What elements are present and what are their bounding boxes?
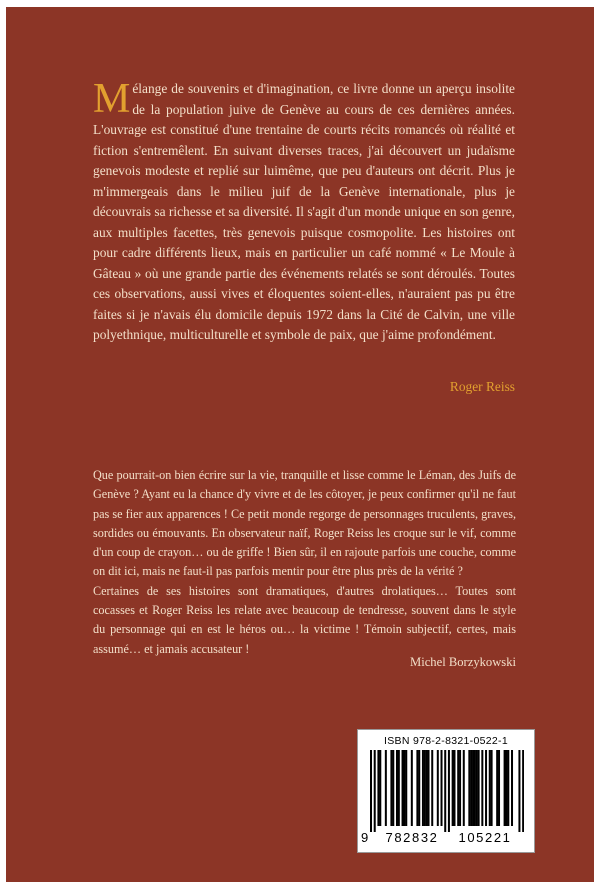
author-blurb [93,76,515,346]
barcode-bar [422,750,424,826]
barcode-bar [507,750,509,826]
barcode-bar [426,750,428,826]
barcode-bar [518,750,520,832]
barcode-bar [498,750,500,826]
barcode-bar [437,750,439,826]
barcode-bar [416,750,418,826]
foreword-signature: Michel Borzykowski [410,655,516,669]
barcode-bar [398,750,400,826]
barcode-bar [403,750,405,826]
barcode-bar [470,750,472,826]
drop-cap: M [93,76,131,122]
foreword-paragraph-1: Que pourrait-on bien écrire sur la vie, tranquille et lisse comme le Léman, des Juifs de Genève ? Ayant eu la chance d'y vivre et de les côtoyer, je peux confirmer qu'il ne faut pas se fier aux apparences ! Ce petit monde regorge de personnages truculents, graves, sordides ou émouvants. En observateur naïf, Roger Reiss les croque sur le vif, comme d'un coup de crayon… ou de griffe ! Bien sûr, il en rajoute parfois une couche, comme on dit ici, mais ne faut-il pas parfois mentir pour être plus près de la vérité ? [93,468,516,579]
barcode-digits-right: 105221 [458,830,512,845]
barcode-bar [370,750,372,832]
barcode-bar [463,750,465,826]
barcode-digit-first: 9 [361,830,369,845]
barcode-bar [379,750,381,826]
foreword-blurb [93,466,516,659]
barcode-bar [485,750,487,826]
barcode-bar [402,750,404,826]
barcode-bar [428,750,430,826]
barcode-bar [392,750,394,826]
back-cover [6,7,594,882]
barcode-bar [459,750,461,826]
barcode-bar [448,750,450,832]
barcode-bar [411,750,413,826]
barcode-bars [370,750,524,832]
author-signature: Roger Reiss [449,379,515,394]
barcode-bar [472,750,474,826]
barcode-bar [496,750,498,826]
isbn-barcode [357,729,535,853]
barcode-bar [390,750,392,826]
barcode-bar [511,750,513,826]
barcode-bar [374,750,376,832]
barcode-bar [418,750,420,826]
barcode-bar [468,750,470,826]
barcode-bar [405,750,407,826]
barcode-bar [453,750,455,826]
author-blurb-text: élange de souvenirs et d'imagination, ce livre donne un aperçu insolite de la population juive de Genève au cours de ces dernières années. L'ouvrage est constitué d'une trentaine de courts récits romancés où réalité et fiction s'entremêlent. En suivant diverses traces, j'ai découvert un judaïsme genevois modeste et replié sur luimême, que peu d'auteurs ont décrit. Plus je m'immergeais dans le milieu juif de la Genève internationale, plus je découvrais sa richesse et sa diversité. Il s'agit d'un monde unique en son genre, aux multiples facettes, très genevois puisque cosmopolite. Les histoires ont pour cadre différents lieux, mais en particulier un café nommé « Le Moule à Gâteau » où une grande partie des événements relatés se sont déroulés. Toutes ces observations, aussi vives et éloquentes soient-elles, n'auraient pas pu être faites si je n'avais élu domicile depuis 1972 dans la Cité de Calvin, une ville polyethnique, multiculturelle et symbole de paix, que j'aime profondément. [93,81,515,342]
barcode-bar [444,750,446,832]
barcode-bar [377,750,379,826]
foreword-paragraph-2: Certaines de ses histoires sont dramatiques, d'autres drolatiques… Toutes sont cocasses et Roger Reiss les relate avec beaucoup de tendresse, souvent dans le style du personnage qui en est le héros ou… la victime ! Témoin subjectif, certes, mais assumé… et jamais accusateur ! [93,583,516,656]
barcode-bar [396,750,398,826]
barcode-bar [476,750,478,826]
barcode-bar [478,750,480,826]
barcode-bar [474,750,476,826]
barcode-bar [505,750,507,826]
barcode-bar [431,750,433,826]
barcode-bar [424,750,426,826]
barcode-bar [452,750,454,826]
barcode-bar [441,750,443,826]
barcode-digits-left: 782832 [385,830,439,845]
isbn-label: ISBN 978-2-8321-0522-1 [384,735,508,747]
barcode-bar [385,750,387,826]
barcode-bar [489,750,491,826]
barcode-bar [491,750,493,826]
barcode-bar [504,750,506,826]
barcode-bar [481,750,483,826]
barcode-bar [522,750,524,832]
barcode-bar [457,750,459,826]
